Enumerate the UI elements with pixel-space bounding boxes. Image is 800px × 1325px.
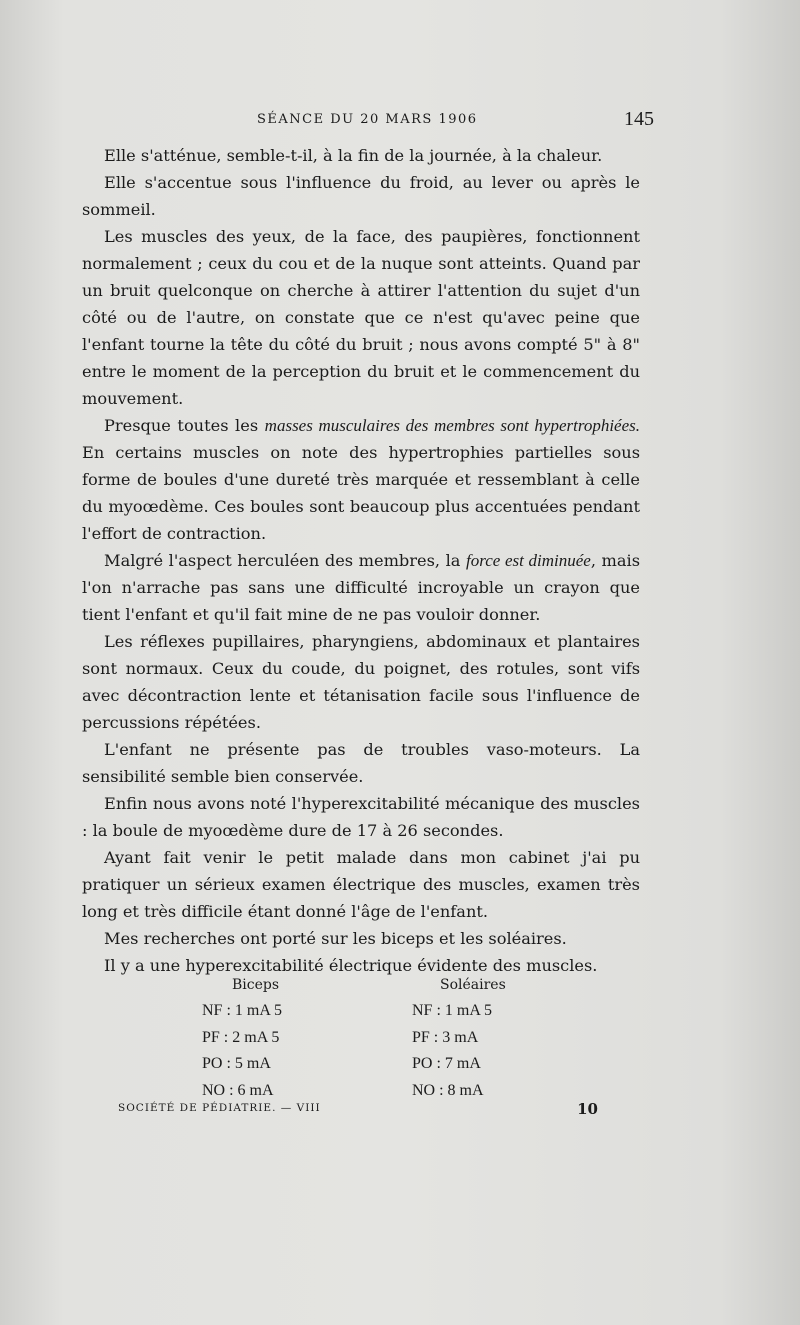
paragraph-text: Malgré l'aspect herculéen des membres, la xyxy=(104,551,466,570)
running-header xyxy=(82,108,654,136)
paragraph: L'enfant ne présente pas de troubles vaso-moteurs. La sensibilité semble bien conservée. xyxy=(82,740,640,786)
biceps-value: NF : 1 mA 5 xyxy=(202,1002,283,1019)
paragraph: Elle s'atténue, semble-t-il, à la fin de la journée, à la chaleur. xyxy=(104,146,603,165)
biceps-value: PO : 5 mA xyxy=(202,1055,271,1072)
biceps-header: Biceps xyxy=(232,977,280,993)
footer-signature: SOCIÉTÉ DE PÉDIATRIE. — VIII xyxy=(118,1102,321,1114)
paragraph-italic: masses musculaires des membres sont hypertrophiées. xyxy=(264,416,640,435)
paragraph xyxy=(82,412,640,547)
soleaires-value: PO : 7 mA xyxy=(412,1055,481,1072)
paragraph: Les muscles des yeux, de la face, des paupières, fonctionnent normalement ; ceux du cou et de la nuque sont atteints. Quand par un bruit quelconque on cherche à attirer l'attention du sujet d'un côté ou de l'autre, on constate que ce n'est qu'avec peine que l'enfant tourne la tête du côté du bruit ; nous avons compté 5" à 8" entre le moment de la perception du bruit et le commencement du mouvement. xyxy=(82,227,640,408)
paragraph: Enfin nous avons noté l'hyperexcitabilité mécanique des muscles : la boule de myoœdème dure de 17 à 26 secondes. xyxy=(82,794,640,840)
paragraph-text: En certains muscles on note des hypertrophies partielles sous forme de boules d'une dureté très marquée et ressemblant à celle du myoœdème. Ces boules sont beaucoup plus accentuées pendant l'effort de contraction. xyxy=(82,443,640,543)
paragraph: Elle s'accentue sous l'influence du froid, au lever ou après le sommeil. xyxy=(82,173,640,219)
paragraph-italic: force est diminuée xyxy=(466,551,591,570)
paragraph: Les réflexes pupillaires, pharyngiens, abdominaux et plantaires sont normaux. Ceux du coude, du poignet, des rotules, sont vifs avec décontraction lente et tétanisation facile sous l'influence de percussions répétées. xyxy=(82,632,640,732)
soleaires-header: Soléaires xyxy=(440,977,506,993)
signature-number: 10 xyxy=(577,1100,598,1118)
header-title: SÉANCE DU 20 MARS 1906 xyxy=(257,112,478,127)
biceps-column xyxy=(202,972,382,1104)
page-footer xyxy=(118,1100,598,1120)
paragraph: Ayant fait venir le petit malade dans mon cabinet j'ai pu pratiquer un sérieux examen électrique des muscles, examen très long et très difficile étant donné l'âge de l'enfant. xyxy=(82,848,640,921)
paragraph: Mes recherches ont porté sur les biceps et les soléaires. xyxy=(104,929,567,948)
soleaires-value: NO : 8 mA xyxy=(412,1081,484,1099)
paragraph-text: , mais l'on n'arrache pas sans une difficulté incroyable un crayon que tient l'enfant et qu'il fait mine de ne pas vouloir donner. xyxy=(82,551,641,624)
page-number: 145 xyxy=(624,108,654,130)
biceps-value: NO : 6 mA xyxy=(202,1081,274,1099)
paragraph-text: Presque toutes les xyxy=(104,416,265,435)
soleaires-value: PF : 3 mA xyxy=(412,1028,479,1046)
paragraph: Il y a une hyperexcitabilité électrique évidente des muscles. xyxy=(104,956,598,975)
paragraph xyxy=(82,547,640,628)
biceps-value: PF : 2 mA 5 xyxy=(202,1028,280,1046)
body-text xyxy=(82,142,640,979)
soleaires-column xyxy=(412,972,592,1104)
soleaires-value: NF : 1 mA 5 xyxy=(412,1002,493,1019)
